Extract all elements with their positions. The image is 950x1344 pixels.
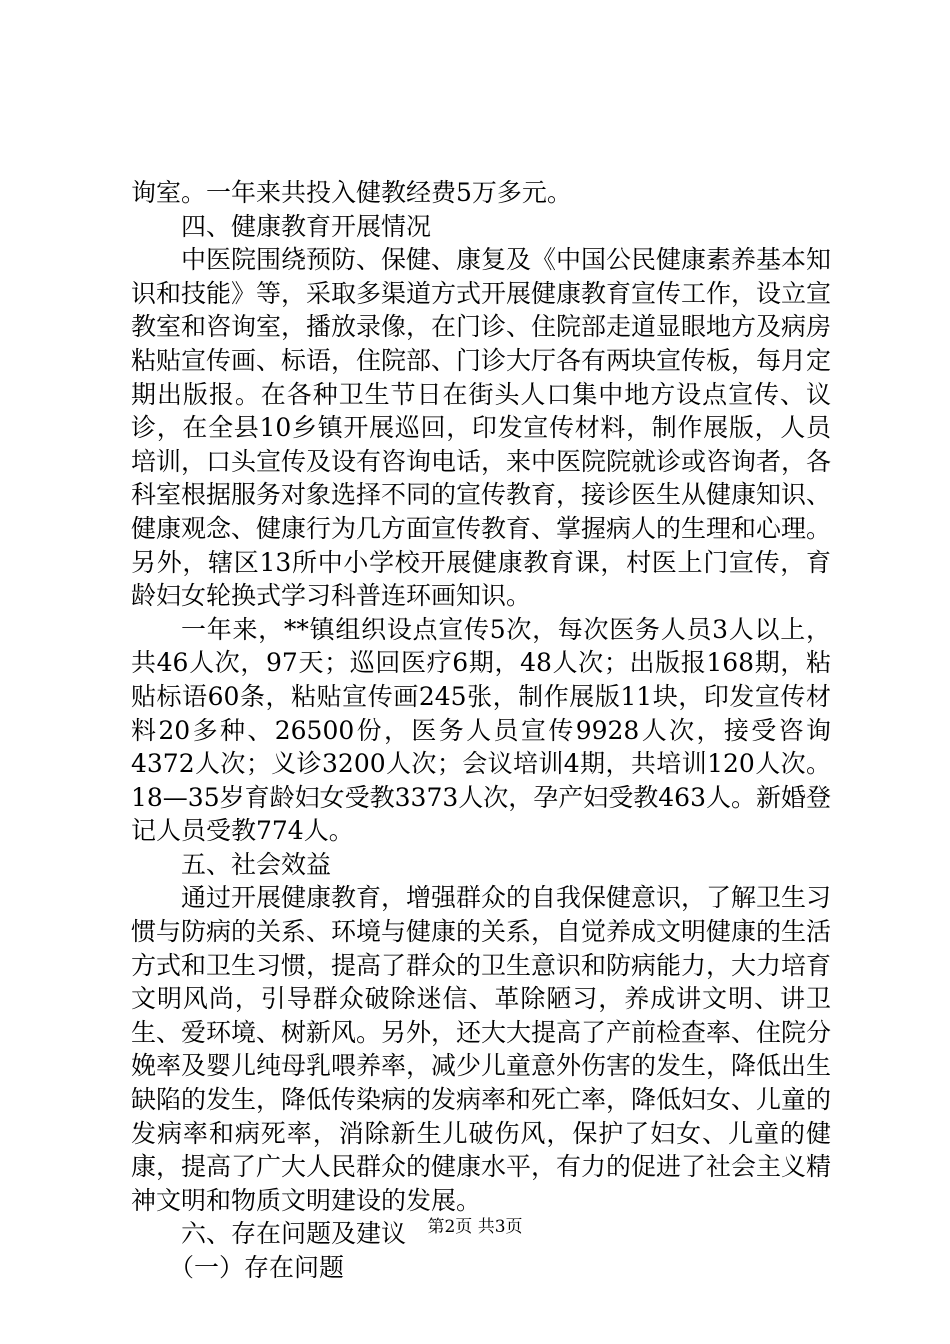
paragraph-yearly-statistics: 一年来，**镇组织设点宣传5次，每次医务人员3人以上，共46人次，97天；巡回医疗6期，48人次；出版报168期，粘贴标语60条，粘贴宣传画245张，制作展版11块，印发宣传材料20多种、26500份，医务人员宣传9928人次，接受咨询4372人次；义诊3200人次；会议培训4期，共培训120人次。18—35岁育龄妇女受教3373人次，孕产妇受教463人。新婚登记人员受教774人。 (131, 614, 831, 846)
page-footer: 第2页 共3页 (427, 1217, 523, 1237)
section-heading-5: 五、社会效益 (181, 849, 332, 879)
section-heading-6: 六、存在问题及建议 (181, 1219, 407, 1249)
paragraph-social-benefits: 通过开展健康教育，增强群众的自我保健意识，了解卫生习惯与防病的关系、环境与健康的关系，自觉养成文明健康的生活方式和卫生习惯，提高了群众的卫生意识和防病能力，大力培育文明风尚，引导群众破除迷信、革除陋习，养成讲文明、讲卫生、爱环境、树新风。另外，还大大提高了产前检查率、住院分娩率及婴儿纯母乳喂养率，减少儿童意外伤害的发生，降低出生缺陷的发生，降低传染病的发病率和死亡率，降低妇女、儿童的发病率和病死率，消除新生儿破伤风，保护了妇女、儿童的健康，提高了广大人民群众的健康水平，有力的促进了社会主义精神文明和物质文明建设的发展。 (131, 883, 832, 1215)
paragraph-continuation: 询室。一年来共投入健教经费5万多元。 (131, 178, 572, 207)
paragraph-hospital-activities: 中医院围绕预防、保健、康复及《中国公民健康素养基本知识和技能》等，采取多渠道方式开展健康教育宣传工作，设立宣教室和咨询室，播放录像，在门诊、住院部走道显眼地方及病房粘贴宣传画、标语，住院部、门诊大厅各有两块宣传板，每月定期出版报。在各种卫生节日在街头人口集中地方设点宣传、议诊，在全县10乡镇开展巡回，印发宣传材料，制作展版，人员培训，口头宣传及设有咨询电话，来中医院院就诊或咨询者，各科室根据服务对象选择不同的宣传教育，接诊医生从健康知识、健康观念、健康行为几方面宣传教育、掌握病人的生理和心理。另外，辖区13所中小学校开展健康教育课，村医上门宣传，育龄妇女轮换式学习科普连环画知识。 (131, 245, 832, 611)
subsection-heading-problems: （一）存在问题 (169, 1253, 345, 1282)
section-heading-4: 四、健康教育开展情况 (181, 211, 432, 241)
document-body (131, 176, 831, 1285)
